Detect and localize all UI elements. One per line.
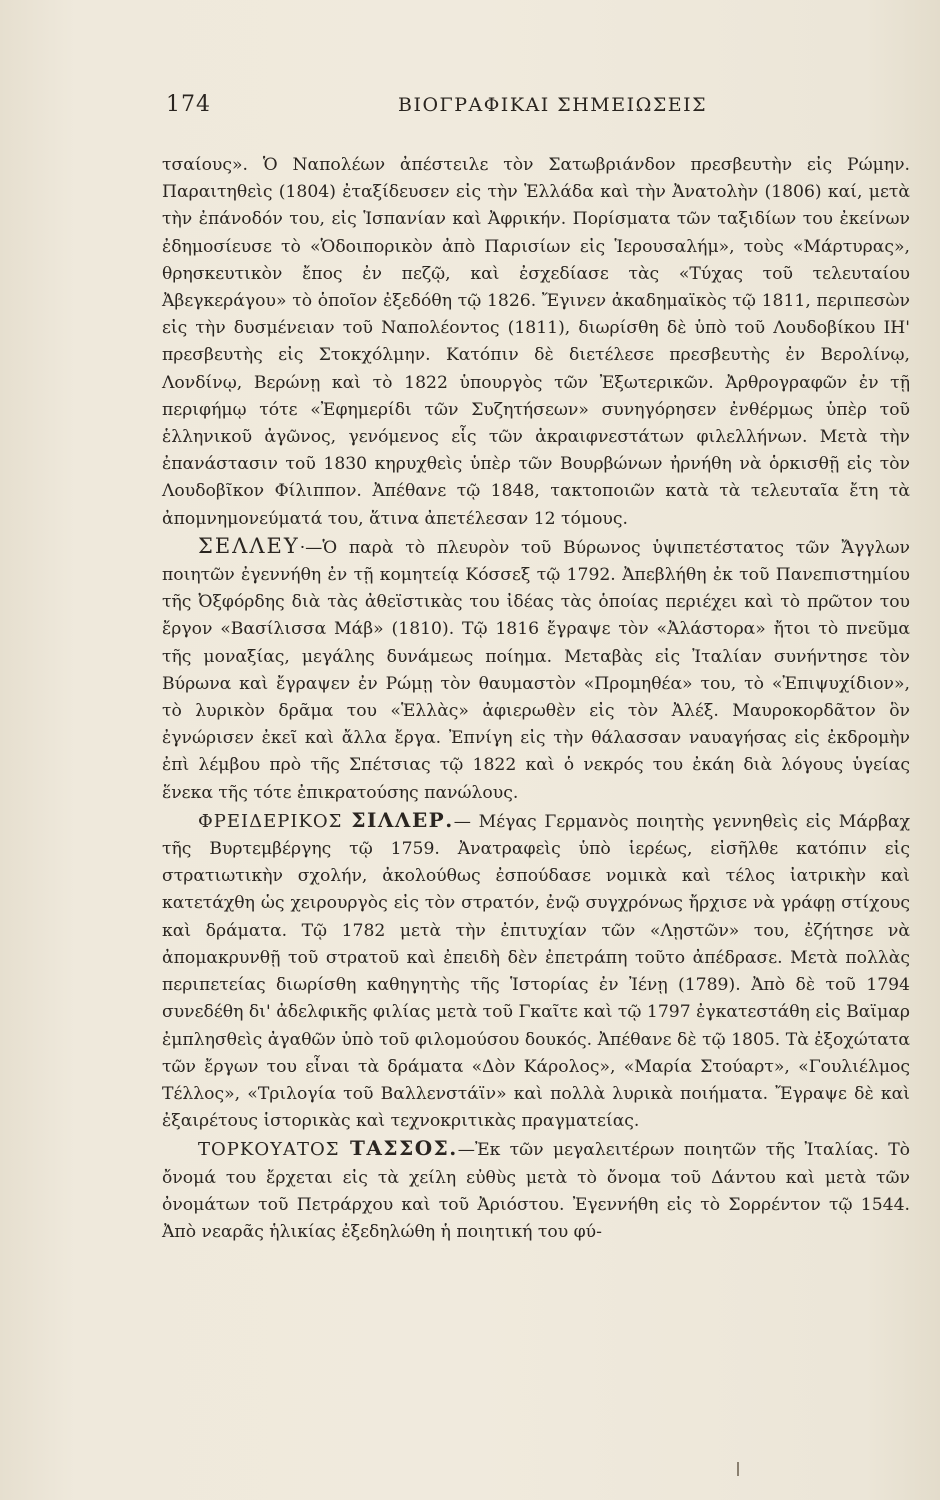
paragraph-text: ·—Ὁ παρὰ τὸ πλευρὸν τοῦ Βύρωνος ὑψιπετέστατος τῶν Ἄγγλων ποιητῶν ἐγεννήθη ἐν τῇ κομητείᾳ Κόσσεξ τῷ 1792. Ἀπεβλήθη ἐκ τοῦ Πανεπιστημίου τῆς Ὀξφόρδης διὰ τὰς ἀθεϊστικὰς του ἰδέας τὰς ὁποίας περιέχει καὶ τὸ πρῶτον του ἔργον «Βασίλισσα Μάβ» (1810). Τῷ 1816 ἔγραψε τὸν «Ἀλάστορα» ἤτοι τὸ πνεῦμα τῆς μοναξίας, μεγάλης δυνάμεως ποίημα. Μεταβὰς εἰς Ἰταλίαν συνήντησε τὸν Βύρωνα καὶ ἔγραψεν ἐν Ρώμῃ τὸν θαυμαστὸν «Προμηθέα» του, τὸ «Ἐπιψυχίδιον», τὸ λυρικὸν δρᾶμα του «Ἑλλὰς» ἀφιερωθὲν εἰς τὸν Ἀλέξ. Μαυροκορδᾶτον ὃν ἐγνώρισεν ἐκεῖ καὶ ἄλλα ἔργα. Ἐπνίγη εἰς τὴν θάλασσαν ναυαγήσας εἰς ἐκδρομὴν ἐπὶ λέμβου πρὸ τῆς Σπέτσιας τῷ 1822 καὶ ὁ νεκρός του ἐκάη διὰ λόγους ὑγείας ἕνεκα τῆς τότε ἐπικρατούσης πανώλους. [162, 537, 910, 803]
entry-firstname-schiller: ΦΡΕΙΔΕΡΙΚΟΣ [198, 810, 352, 832]
entry-firstname-tasso: ΤΟΡΚΟΥΑΤΟΣ [198, 1139, 351, 1161]
paragraph-tasso [162, 1135, 910, 1246]
entry-name-schiller: ΣΙΛΛΕΡ. [351, 807, 454, 832]
paragraph-chateaubriand [162, 152, 910, 533]
printer-mark [737, 1462, 739, 1476]
page-number: 174 [166, 92, 211, 117]
running-title: ΒΙΟΓΡΑΦΙΚΑΙ ΣΗΜΕΙΩΣΕΙΣ [398, 94, 708, 116]
body-text [162, 152, 910, 1246]
page-header [166, 92, 726, 124]
entry-name-shelley: ΣΕΛΛΕΥ [198, 533, 300, 558]
paragraph-text: — Μέγας Γερμανὸς ποιητὴς γεννηθεὶς εἰς Μάρβαχ τῆς Βυρτεμβέργης τῷ 1759. Ἀνατραφεὶς ὑπὸ ἱερέως, εἰσῆλθε κατόπιν εἰς στρατιωτικὴν σχολήν, ἀκολούθως ἐσπούδασε νομικὰ καὶ τέλος ἰατρικὴν καὶ κατετάχθη ὡς χειρουργὸς εἰς τὸν στρατόν, ἐνῷ συγχρόνως ἤρχισε νὰ γράφῃ στίχους καὶ δράματα. Τῷ 1782 μετὰ τὴν ἐπιτυχίαν τῶν «Λῃστῶν» του, ἐζήτησε νὰ ἀπομακρυνθῇ τοῦ στρατοῦ καὶ ἐπειδὴ δὲν ἐπετράπη τοῦτο ἀπέδρασε. Μετὰ πολλὰς περιπετείας διωρίσθη καθηγητὴς τῆς Ἱστορίας ἐν Ἰένῃ (1789). Ἀπὸ δὲ τοῦ 1794 συνεδέθη δι' ἀδελφικῆς φιλίας μετὰ τοῦ Γκαῖτε καὶ τῷ 1797 ἐγκατεστάθη εἰς Βαϊμαρ ἐμπλησθεὶς ἀγαθῶν ὑπὸ τοῦ φιλομούσου δουκός. Ἀπέθανε δὲ τῷ 1805. Τὰ ἐξοχώτατα τῶν ἔργων του εἶναι τὰ δράματα «Δὸν Κάρολος», «Μαρία Στούαρτ», «Γουλιέλμος Τέλλος», «Τριλογία τοῦ Βαλλενστάϊν» καὶ πολλὰ λυρικὰ ποιήματα. Ἔγραψε δὲ καὶ ἐξαιρέτους ἱστορικὰς καὶ τεχνοκριτικὰς πραγματείας. [162, 811, 911, 1132]
paragraph-shelley [162, 533, 910, 807]
paragraph-text: —Ἐκ τῶν μεγαλειτέρων ποιητῶν τῆς Ἰταλίας. Τὸ ὄνομά του ἔρχεται εἰς τὰ χείλη εὐθὺς μετὰ τὸ ὄνομα τοῦ Δάντου καὶ μετὰ τῶν ὀνομάτων τοῦ Πετράρχου καὶ τοῦ Ἀριόστου. Ἐγεννήθη εἰς τὸ Σορρέντον τῷ 1544. Ἀπὸ νεαρᾶς ἡλικίας ἐξεδηλώθη ἡ ποιητική του φύ- [162, 1140, 911, 1242]
entry-name-tasso: ΤΑΣΣΟΣ. [350, 1136, 458, 1161]
paragraph-text: τσαίους». Ὁ Ναπολέων ἀπέστειλε τὸν Σατωβριάνδον πρεσβευτὴν εἰς Ρώμην. Παραιτηθεὶς (1804) ἐταξίδευσεν εἰς τὴν Ἑλλάδα καὶ τὴν Ἀνατολὴν (1806) καί, μετὰ τὴν ἐπάνοδόν του, εἰς Ἱσπανίαν καὶ Ἀφρικήν. Πορίσματα τῶν ταξιδίων του ἐκείνων ἐδημοσίευσε τὸ «Ὁδοιπορικὸν ἀπὸ Παρισίων εἰς Ἱερουσαλήμ», τοὺς «Μάρτυρας», θρησκευτικὸν ἔπος ἐν πεζῷ, καὶ ἐσχεδίασε τὰς «Τύχας τοῦ τελευταίου Ἀβεγκεράγου» τὸ ὁποῖον ἐξεδόθη τῷ 1826. Ἔγινεν ἀκαδημαϊκὸς τῷ 1811, περιπεσὼν εἰς τὴν δυσμένειαν τοῦ Ναπολέοντος (1811), διωρίσθη δὲ ὑπὸ τοῦ Λουδοβίκου ΙΗ' πρεσβευτὴς εἰς Στοκχόλμην. Κατόπιν δὲ διετέλεσε πρεσβευτὴς ἐν Βερολίνῳ, Λονδίνῳ, Βερώνῃ καὶ τὸ 1822 ὑπουργὸς τῶν Ἐξωτερικῶν. Ἀρθρογραφῶν ἐν τῇ περιφήμῳ τότε «Ἐφημερίδι τῶν Συζητήσεων» συνηγόρησεν ἐνθέρμως ὑπὲρ τοῦ ἑλληνικοῦ ἀγῶνος, γενόμενος εἷς τῶν ἀκραιφνεστάτων φιλελλήνων. Μετὰ τὴν ἐπανάστασιν τοῦ 1830 κηρυχθεὶς ὑπὲρ τῶν Βουρβώνων ἠρνήθη νὰ ὁρκισθῇ εἰς τὸν Λουδοβῖκον Φίλιππον. Ἀπέθανε τῷ 1848, τακτοποιῶν κατὰ τὰ τελευταῖα ἔτη τὰ ἀπομνημονεύματά του, ἅτινα ἀπετέλεσαν 12 τόμους. [162, 155, 910, 529]
paragraph-schiller [162, 807, 910, 1135]
